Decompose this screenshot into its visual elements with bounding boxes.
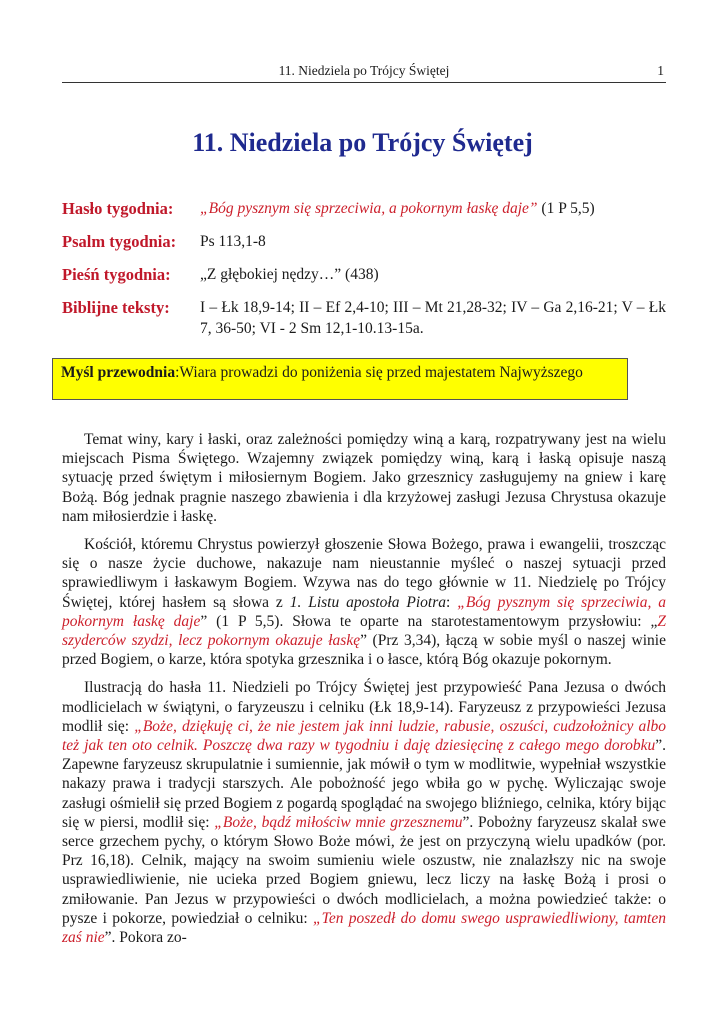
paragraph-2 [62,535,666,669]
haslo-value [200,198,666,219]
psalm-row [62,231,666,252]
p2-text-c: ” (1 P 5,5). Słowa te oparte na starotestamentowym przysłowiu: „ [200,612,658,630]
guiding-thought-label: Myśl przewodnia [61,364,176,381]
running-header [62,60,666,83]
p3-text-b: ”. Zapewne faryzeusz skrupulatnie i sumiennie, jak mówił o tym w modlitwie, wypełniał wszystkie nakazy prawa i tradycji starszych. Ale pobożność jego wbiła go w pychę. Wyliczając swoje zasługi ośmielił się przed Bogiem z pogardą spoglądać na swojego bliźniego, celnika, który bijąc się w piersi, modlił się: [62,737,666,831]
haslo-ref: (1 P 5,5) [537,200,595,217]
document-title: 11. Niedziela po Trójcy Świętej [192,128,533,157]
haslo-label: Hasło tygodnia: [62,199,174,218]
psalm-label: Psalm tygodnia: [62,232,177,251]
p2-text-a: Kościół, któremu Chrystus powierzył głoszenie Słowa Bożego, prawa i ewangelii, troszcząc się o nasze życie duchowe, nakazuje nam nieustannie myśleć o naszej sytuacji przed sprawiedliwym i łaskawym Bogiem. Wzywa nas do tego głównie w 11. Niedzielę po Trójcy Świętej, której hasłem są słowa z [62,536,666,611]
guiding-thought-text: Wiara prowadzi do poniżenia się przed majestatem Najwyższego [179,364,583,381]
p3-text-a: Ilustracją do hasła 11. Niedzieli po Trójcy Świętej jest przypowieść Pana Jezusa o dwóch modlicielach w świątyni, o faryzeuszu i celniku (Łk 18,9-14). Faryzeusz z przypowieści Jezusa modlił się: [62,679,666,735]
p2-quote-1: „Bóg pysznym się sprzeciwia, a pokornym łaskę daje [62,593,666,630]
teksty-label: Biblijne teksty: [62,298,170,317]
guiding-thought-separator: : [175,364,180,381]
guiding-thought-line [61,364,619,381]
page-number: 1 [657,63,664,78]
p2-text-b: : [446,593,458,611]
p3-quote-1: „Boże, dziękuję ci, że nie jestem jak inni ludzie, rabusie, oszuści, cudzołożnicy albo też jak ten oto celnik. Poszczę dwa razy w tygodniu i daję dziesięcinę z całego mego dorobku [62,717,666,755]
p2-text-d: ” (Prz 3,34), łączą w sobie myśl o naszej winie przed Bogiem, o karze, która spotyka grzesznika i o łasce, którą Bóg okazuje pokornym. [62,632,666,669]
p3-text-c: ”. Pobożny faryzeusz skalał swe serce grzechem pychy, o którym Słowo Boże mówi, że jest on przyczyną wielu upadków (por. Prz 16,18). Celnik, mający na swoim sumieniu wiele oszustw, nie znalazłszy nic na swoje usprawiedliwienie, nie ucieka przed Bogiem gniewu, lecz liczy na łaskę Bożą i prosi o zmiłowanie. Pan Jezus w przypowieści o dwóch modlicielach, a można powiedzieć także: o pysze i pokorze, powiedział o celniku: [62,813,666,927]
guiding-thought-head [61,364,179,381]
piesn-value: „Z głębokiej nędzy…” (438) [200,266,379,283]
meta-section [62,198,666,339]
paragraph-1: Temat winy, kary i łaski, oraz zależności pomiędzy winą a karą, rozpatrywany jest na wielu miejscach Pisma Świętego. Wzajemny związek pomiędzy winą, karą i łaską opisuje naszą sytuację przed świętym i miłosiernym Bogiem. Jako grzesznicy zasługujemy na gniew i karę Bożą. Bóg jednak pragnie naszego zbawienia i dla krzyżowej zasługi Jezusa Chrystusa okazuje nam miłosierdzie i łaskę. [62,431,666,525]
p3-quote-2: „Boże, bądź miłościw mnie grzesznemu [214,813,463,831]
teksty-value: I – Łk 18,9-14; II – Ef 2,4-10; III – Mt 21,28-32; IV – Ga 2,16-21; V – Łk 7, 36-50; VI - 2 Sm 12,1-10.13-15a. [200,299,666,337]
body-text [62,430,666,956]
piesn-label: Pieśń tygodnia: [62,265,171,284]
p3-text-d: ”. Pokora zo- [104,929,187,947]
running-header-title: 11. Niedziela po Trójcy Świętej [278,63,450,78]
psalm-value: Ps 113,1-8 [200,233,266,250]
p2-book-title: 1. Listu apostoła Piotra [289,593,446,611]
p3-quote-3: „Ten poszedł do domu swego usprawiedliwiony, tamten zaś nie [62,909,666,947]
teksty-row [62,297,666,339]
p2-quote-2: Z szyderców szydzi, lecz pokornym okazuje łaskę [62,612,666,650]
haslo-row [62,198,666,219]
haslo-quote: „Bóg pysznym się sprzeciwia, a pokornym łaskę daje” [200,200,538,217]
guiding-thought-box [52,358,628,400]
piesn-row [62,264,666,285]
paragraph-3 [62,678,666,947]
